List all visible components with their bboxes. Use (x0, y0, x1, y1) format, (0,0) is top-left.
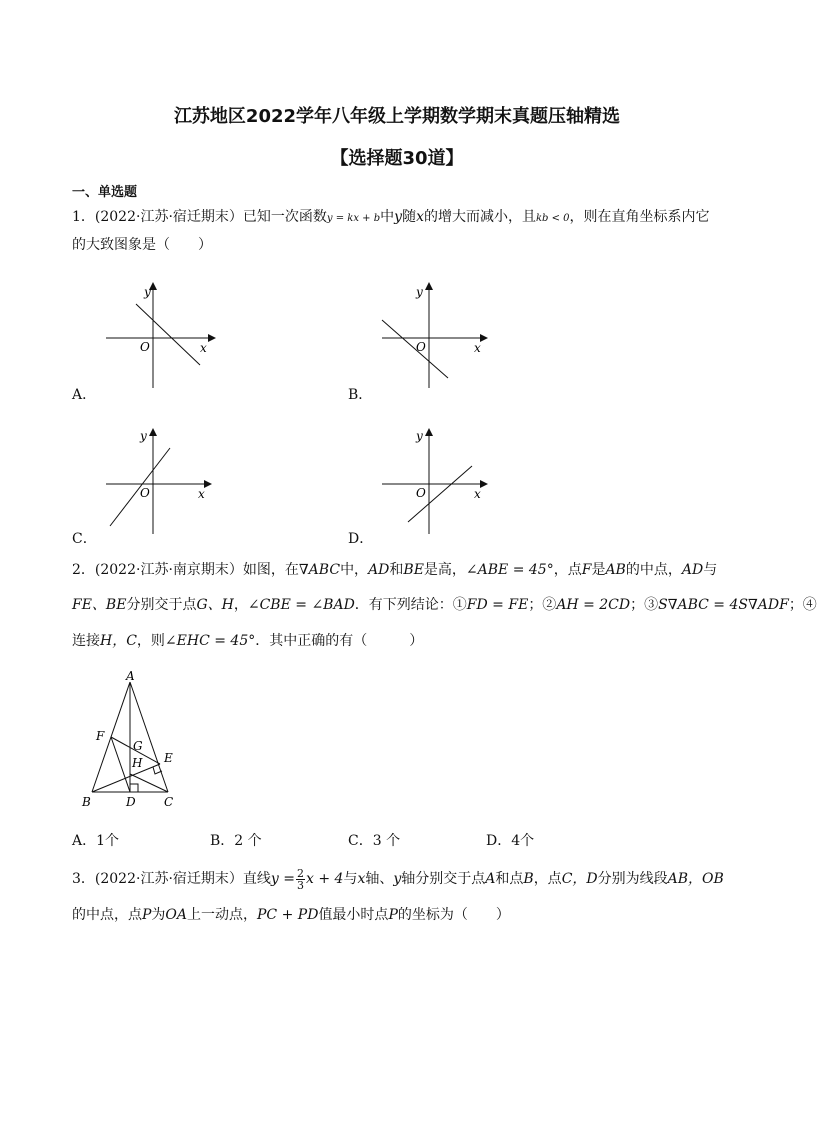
q2-line2 (72, 596, 817, 614)
q2-text-f: 是 (591, 562, 606, 578)
q2-ad: AD (368, 562, 390, 578)
q1-formula: y = kx + b (326, 213, 381, 224)
q3-text-d: 轴分别交于点 (401, 871, 486, 887)
q3-fraction (296, 868, 305, 891)
graph-c-y-label: y (140, 429, 147, 443)
label-c: C (164, 795, 174, 809)
q2-conclusion-1: FD = FE (466, 597, 529, 613)
q2-triangle-figure (78, 668, 188, 813)
label-e: E (164, 751, 173, 765)
q1-x-var: x (416, 209, 424, 225)
q2-text-2e: ；② (528, 597, 557, 613)
q2-ab: AB (605, 562, 626, 578)
q2-option-c: C．3 个 (348, 833, 401, 849)
q3-text-c: 轴、 (365, 871, 394, 887)
q3-eq-rest: x + 4 (306, 871, 344, 887)
q2-text-h: 与 (703, 562, 718, 578)
q2-be: BE (403, 562, 424, 578)
graph-b-x-label: x (474, 341, 481, 355)
section-heading: 一、单选题 (72, 185, 138, 200)
q3-point-b: B (523, 871, 534, 887)
q1-y-var: y (394, 209, 403, 225)
q2-text-d: 是高， (423, 562, 466, 578)
q3-text-2c: 上一动点， (187, 907, 258, 923)
q2-option-a: A．1个 (72, 833, 120, 849)
graph-b-origin-label: O (416, 340, 426, 354)
q2-text-2b: 分别交于点 (126, 597, 197, 613)
q3-text-e: 和点 (495, 871, 524, 887)
q3-frac-den: 3 (297, 878, 304, 892)
q3-text-a: 3．(2022·江苏·宿迁期末）直线 (72, 871, 271, 887)
q2-option-d: D．4个 (486, 833, 535, 849)
graph-c-origin-label: O (140, 486, 150, 500)
page-title: 江苏地区2022学年八年级上学期数学期末真题压轴精选 (173, 106, 621, 127)
q2-conclusion-2: AH = 2CD (556, 597, 631, 613)
q2-angle: ∠ABE = 45° (465, 562, 554, 578)
q3-text-g: 分别为线段 (597, 871, 668, 887)
q2-line1 (72, 561, 717, 579)
q3-line2 (72, 906, 510, 924)
q3-text-f: ，点 (533, 871, 562, 887)
q2-hc: H，C (100, 633, 137, 649)
q1-graph-c (100, 426, 220, 536)
q3-points-cd: C，D (561, 871, 598, 887)
q3-frac-num: 2 (297, 866, 304, 880)
q2-conclusion-4: ∠EHC = 45° (164, 633, 256, 649)
q2-ad2: AD (681, 562, 704, 578)
q3-x-axis: x (357, 871, 366, 887)
graph-d-x-label: x (474, 487, 481, 501)
q3-point-p2: P (388, 907, 398, 923)
q2-text-2d: ．有下列结论：① (354, 597, 467, 613)
q1-option-c: C． (72, 531, 97, 547)
q2-triangle: ∇ABC (298, 562, 341, 578)
q2-text-2f: ；③ (630, 597, 659, 613)
q2-text-b: 中， (340, 562, 369, 578)
q3-text-2b: 为 (151, 907, 166, 923)
graph-a-y-label: y (144, 285, 151, 299)
q1-graph-d (376, 426, 496, 536)
q2-text-c: 和 (389, 562, 404, 578)
q2-line3 (72, 632, 423, 650)
q2-text-e: ，点 (553, 562, 582, 578)
q1-option-a: A． (72, 387, 97, 403)
q3-sum: PC + PD (257, 907, 319, 923)
q1-option-b: B． (348, 387, 373, 403)
label-d: D (126, 795, 136, 809)
q3-y-axis: y (393, 871, 402, 887)
q1-line2: 的大致图象是（ ） (72, 237, 212, 253)
q3-text-2d: 值最小时点 (318, 907, 389, 923)
q2-option-b: B．2 个 (210, 833, 262, 849)
graph-a-x-label: x (200, 341, 207, 355)
q1-condition: kb < 0 (535, 213, 570, 224)
q1-option-d: D． (348, 531, 374, 547)
q2-text-a: 2．(2022·江苏·南京期末）如图，在 (72, 562, 299, 578)
graph-d-y-label: y (416, 429, 423, 443)
q2-text-3b: ，则 (136, 633, 165, 649)
q2-angle2: ∠CBE = ∠BAD (247, 597, 355, 613)
graph-d-origin-label: O (416, 486, 426, 500)
label-g: G (133, 739, 143, 753)
q1-line1 (72, 208, 710, 228)
q1-text-mid2: 随 (402, 209, 417, 225)
q3-line1 (72, 866, 724, 892)
q3-text-2e: 的坐标为（ ） (397, 907, 510, 923)
q3-text-2a: 的中点，点 (72, 907, 142, 923)
q2-f: F (581, 562, 592, 578)
q3-point-p: P (142, 907, 152, 923)
q2-conclusion-3: S∇ABC = 4S∇ADF (658, 597, 789, 613)
q1-text-mid3: 的增大而减小，且 (423, 209, 536, 225)
label-b: B (82, 795, 91, 809)
q3-segments: AB，OB (667, 871, 724, 887)
q3-y-eq: y = (270, 871, 295, 887)
q2-text-3c: ．其中正确的有（ ） (255, 633, 424, 649)
q2-text-g: 的中点， (625, 562, 682, 578)
q3-oa: OA (165, 907, 188, 923)
q2-text-2g: ；④ (788, 597, 817, 613)
label-h: H (132, 756, 143, 770)
q3-text-b: 与 (343, 871, 358, 887)
page-subtitle: 【选择题30道】 (330, 148, 464, 169)
q2-fe-be: FE、BE (72, 597, 127, 613)
q1-text-prefix: 1．(2022·江苏·宿迁期末）已知一次函数 (72, 209, 327, 225)
q2-text-2c: ， (233, 597, 248, 613)
q2-text-3a: 连接 (72, 633, 100, 649)
q1-text-suffix: ，则在直角坐标系内它 (569, 209, 710, 225)
q1-text-mid1: 中 (380, 209, 395, 225)
q2-gh: G、H (196, 597, 234, 613)
graph-a-origin-label: O (140, 340, 150, 354)
q1-graph-b (376, 280, 496, 390)
label-a: A (126, 669, 135, 683)
q1-graph-a (100, 280, 220, 390)
label-f: F (96, 729, 105, 743)
graph-c-x-label: x (198, 487, 205, 501)
q3-point-a: A (485, 871, 496, 887)
graph-b-y-label: y (416, 285, 423, 299)
